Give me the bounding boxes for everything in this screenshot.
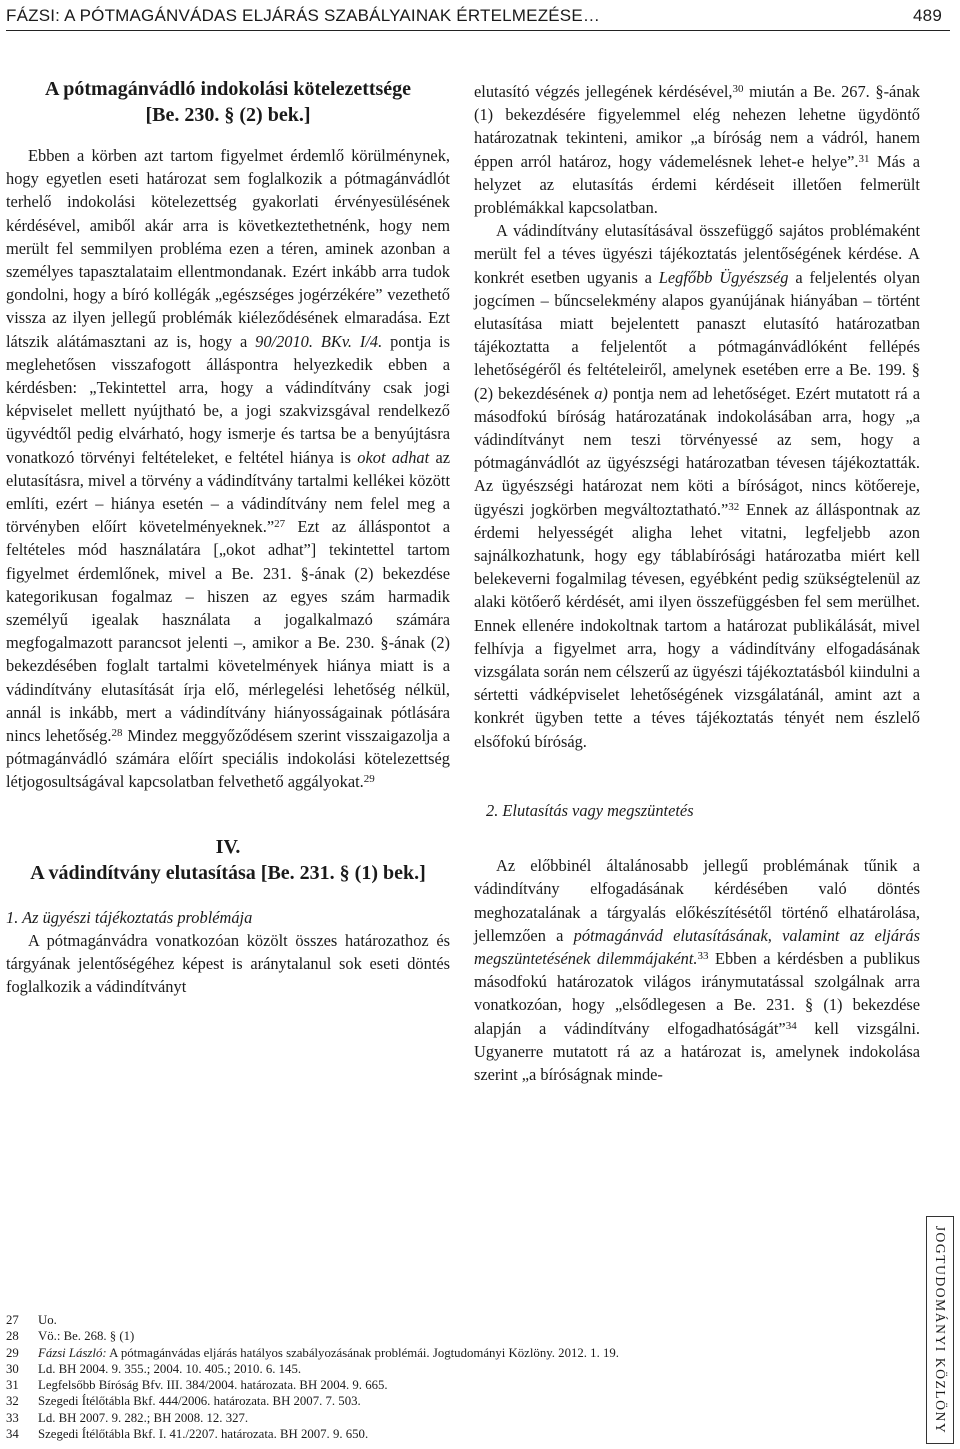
footnote: 32 Szegedi Ítélőtábla Bkf. 444/2006. határozata. BH 2007. 7. 503. [6,1394,361,1409]
footnotes [6,1312,906,1442]
footnote: 33 Ld. BH 2007. 9. 282.; BH 2008. 12. 327. [6,1410,249,1425]
chapter-number: IV. [215,835,241,858]
footnote: 30 Ld. BH 2004. 9. 355.; 2004. 10. 405.; 2010. 6. 145. [6,1361,302,1376]
footnote-ref[interactable]: 33 [697,949,709,962]
footnote-ref[interactable]: 27 [274,518,286,531]
right-paragraph-2: A vádindítvány elutasításával összefüggő sajátos problémaként merült fel a téves ügyészi tájékoztatás jelentőségének kérdése. A konkrét esetben ugyanis a Legfőbb Ügyészség a feljelentés olyan jogcímen – bűncselekmény alapos gyanújának hiányában – történt elutasítása miatt bejelentett panaszt elutasító határozatban tájékoztatta a feljelentőt a pótmagánvádlóként fellépés lehetőségéről és feltételeiről, amelynek esetében erre a Be. 199. § (2) bekezdésének a) pontja nem ad lehetőséget. Ezért mutatott rá a másodfokú bíróság határozatának indokolásában arra, hogy „a vádindítványt nem teszi törvényessé az sem, hogy a pótmagánvádlót az ügyészségi határozatban tévesen tájékoztatták. Az ügyészségi határozat nem köti a bíróságot, nincs kötőereje, ügyészi jogkörben megváltoztatható.”$^{32}$ Ennek az álláspontnak az érdemi helyességét aligha lehet vitatni, legfeljebb azon sajnálkozhatunk, hogy egy táblabírósági határozatba miért kell belekeverni fogalmilag tévesen, egyébként pedig szükségtelenül az alaki kötőerő kérdését, ami ilyen összefüggésben fel sem merülhet. Ennek ellenére indokoltnak tartom a határozat publikálását, mivel felhívja a figyelmet arra, hogy a vádindítvány elfogadásának vizsgálata során nem célszerű az ügyészi tájékoztatásból kiindulni a sértetti vádképviselet lehetőségének vizsgálatánál, amint azt a konkrét ügyben tette a téves tájékoztatás tényét nem észlelő elsőfokú bíróság. [474,221,921,751]
right-paragraph-3: Az előbbinél általánosabb jellegű problémának tűnik a vádindítvány elfogadásának kérdésében való döntés meghozatalának a tárgyalás előkészítésétől történő elhatárolása, jellemzően a pótmagánvád elutasításának, valamint az eljárás megszüntetésének dilemmájaként.$^{33}$ Ebben a kérdésben a publikus másodfokú határozatok világos iránymutatással szolgálnak arra vonatkozóan, hogy „elsődlegesen a Be. 231. § (1) bekezdése alapján a vádindítvány elfogadhatóságát”$^{34}$ kell vizsgálni. Ugyanerre mutatott rá az a határozat is, amelynek indokolása szerint „a bíróságnak minde- [474,856,920,1084]
footnote-ref[interactable]: 34 [785,1019,797,1032]
section-title: A pótmagánvádló indokolási kötelezettsége [Be. 230. § (2) bek.] [44,78,412,126]
footnote-ref[interactable]: 31 [858,152,870,165]
footnote: 29 Fázsi László: A pótmagánvádas eljárás hatályos szabályozásának problémái. Jogtudományi Közlöny. 2012. 1. 19. [6,1345,619,1360]
footnote-ref[interactable]: 32 [728,500,740,513]
subheading: 2. Elutasítás vagy megszüntetés [486,800,694,820]
running-header [6,4,950,31]
journal-side-tab [926,1216,954,1444]
left-paragraph-1: Ebben a körben azt tartom figyelmet érdemlő körülménynek, hogy egyetlen eseti határozat sem foglalkozik a pótmagánvádlót terhelő indokolási kötelezettség gyakorlati érvényesülésének kérdésével, amiből akár arra is következtethetnénk, hogy nem merült fel semmilyen probléma ezen a téren, aminek azonban a személyes tapasztalataim ellentmondanak. Ezért inkább arra tudok gondolni, hogy a bíró kollégák „egészséges jogérzékére” vezethető vissza az ilyen jellegű problémák kiéleződésének elmaradása. Ezt látszik alátámasztani az is, hogy a 90/2010. BKv. I/4. pontja is meglehetősen visszafogott álláspontra helyezkedik ebben a kérdésben: „Tekintettel arra, hogy a vádindítvány csak jogi képviselet mellett nyújtható be, a jogi szakvizsgával rendelkező ügyvédtől pedig elvárható, hogy ismerje és tartsa be a benyújtásra vonatkozó törvényi feltételeket, e feltétel hiánya is okot adhat az elutasításra, mivel a törvény a vádindítvány tartalmi kellékei között említi, ezért – hiánya esetén – a vádindítvány nem felel meg a törvényben előírt követelményeknek.”$^{27}$ Ezt az álláspontot a feltételes mód használatára [„okot adhat”] tekintettel tartom figyelmet érdemlőnek, mivel a Be. 231. §-ának (2) bekezdése kategorikusan fogalmaz – hiszen az egyes szám harmadik személyű igealak használata a jogalkalmazó számára megfogalmazott parancsot jelenti –, amikor a Be. 230. §-ának (2) bekezdésében foglalt tartalmi követelmények hiánya miatt is a vádindítvány elutasítását írja elő, mérlegelési lehetőség nélkül, annál is inkább, mert a vádindítvány hiányosságainak pótlására nincs lehetőség.$^{28}$ Mindez meggyőződésem szerint visszaigazolja a pótmagánvádló számára előírt speciális indokolási kötelezettség létjogosultságával kapcsolatban felvethető aggályokat.$^{29}$ [6,146,451,792]
footnote: 28 Vö.: Be. 268. § (1) [6,1329,135,1344]
footnote-ref[interactable]: 29 [363,773,375,786]
chapter-title: A vádindítvány elutasítása [Be. 231. § (1) bek.] [30,861,426,884]
footnote: 27 Uo. [6,1313,57,1327]
right-column [474,80,920,1086]
right-paragraph-1: elutasító végzés jellegének kérdésével,$^{30}$ miután a Be. 267. §-ának (1) bekezdésére figyelemmel elég nehezen lehetne ügydöntő határozatnak tekinteni, amikor „a bíróság nem a vádról, hanem éppen arról határoz, hogy vádemelésnek lehet-e helye”.$^{31}$ Más a helyzet az elutasítás érdemi kérdéseit illetően felmerült problémákkal kapcsolatban. [474,82,921,218]
footnote-ref[interactable]: 28 [111,727,123,740]
subheading: 1. Az ügyészi tájékoztatás problémája [6,907,253,927]
running-title: FÁZSI: A PÓTMAGÁNVÁDAS ELJÁRÁS SZABÁLYAINAK ÉRTELMEZÉSE… [6,6,601,25]
footnote: 31 Legfelsőbb Bíróság Bfv. III. 384/2004. határozata. BH 2004. 9. 665. [6,1378,388,1393]
left-column [6,72,450,999]
journal-name: JOGTUDOMÁNYI KÖZLÖNY [933,1225,948,1435]
footnote-ref[interactable]: 30 [732,83,744,95]
footnote: 34 Szegedi Ítélőtábla Bkf. I. 41./2207. határozata. BH 2007. 9. 650. [6,1427,369,1442]
left-paragraph-2: A pótmagánvádra vonatkozóan közölt összes határozathoz és tárgyának jelentőségéhez képest is aránytalanul sok eseti döntés foglalkozik a vádindítványt [6,930,450,997]
page-number: 489 [913,6,942,25]
